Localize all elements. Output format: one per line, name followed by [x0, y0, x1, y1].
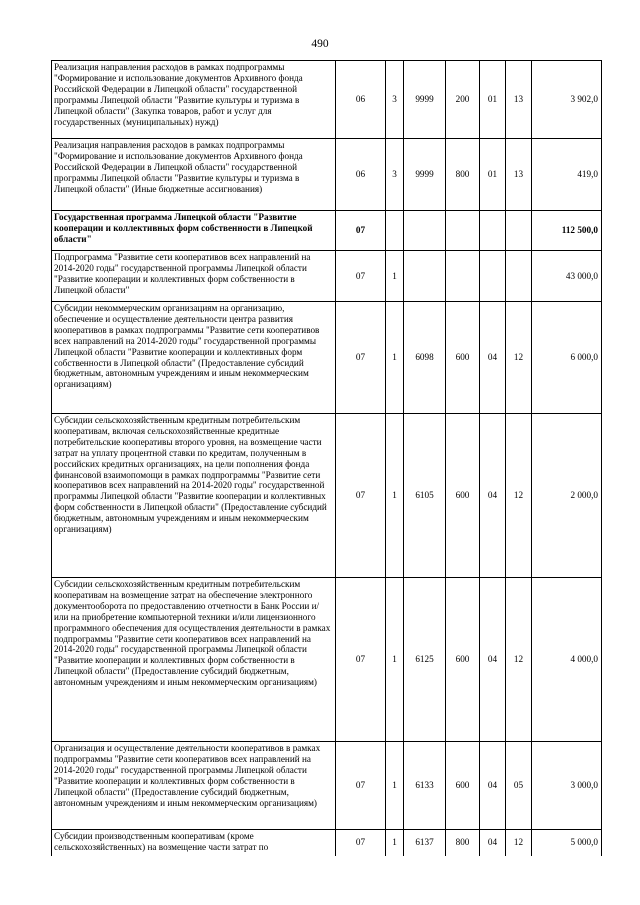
- subprogram-code: 1: [386, 302, 404, 414]
- row-description: Государственная программа Липецкой области "Развитие кооперации и коллективных форм собственности в Липецкой области": [52, 211, 336, 251]
- subsection-code: 12: [506, 414, 532, 578]
- direction-code: 9999: [404, 139, 446, 211]
- amount-value: 4 000,0: [532, 578, 602, 742]
- section-code: 01: [480, 61, 506, 139]
- subprogram-code: 1: [386, 251, 404, 302]
- amount-value: 6 000,0: [532, 302, 602, 414]
- subsection-code: 13: [506, 139, 532, 211]
- row-description: Субсидии сельскохозяйственным кредитным потребительским кооперативам на возмещение затрат на обеспечение электронного документооборота по предоставлению отчетности в Банк России и/или на приобретение компьютерной техники и/или лицензионного программного обеспечения для осуществления деятельности в рамках подпрограммы "Развитие сети кооперативов всех направлений на 2014-2020 годы" государственной программы Липецкой области "Развитие кооперации и коллективных форм собственности в Липецкой области" (Предоставление субсидий бюджетным, автономным учреждениям и иным некоммерческим организациям): [52, 578, 336, 742]
- direction-code: 6137: [404, 830, 446, 856]
- program-code: 07: [336, 578, 386, 742]
- program-code: 07: [336, 211, 386, 251]
- subsection-code: [506, 211, 532, 251]
- subprogram-code: 1: [386, 742, 404, 830]
- amount-value: 112 500,0: [532, 211, 602, 251]
- row-description: Субсидии сельскохозяйственным кредитным потребительским кооперативам, включая сельскохозяйственные кредитные потребительские кооперативы второго уровня, на возмещение части затрат на уплату процентной ставки по кредитам, полученным в российских кредитных организациях, на цели пополнения фонда финансовой взаимопомощи в рамках подпрограммы "Развитие сети кооперативов всех направлений на 2014-2020 годы" государственной программы Липецкой области "Развитие кооперации и коллективных форм собственности в Липецкой области" (Предоставление субсидий бюджетным, автономным учреждениям и иным некоммерческим организациям): [52, 414, 336, 578]
- subprogram-code: 1: [386, 578, 404, 742]
- program-code: 07: [336, 302, 386, 414]
- amount-value: 3 000,0: [532, 742, 602, 830]
- expense-type-code: 600: [446, 302, 480, 414]
- subsection-code: 12: [506, 578, 532, 742]
- expense-type-code: 600: [446, 578, 480, 742]
- expense-type-code: 600: [446, 414, 480, 578]
- subprogram-code: [386, 211, 404, 251]
- subsection-code: 12: [506, 830, 532, 856]
- program-code: 06: [336, 139, 386, 211]
- section-code: 04: [480, 830, 506, 856]
- section-code: 04: [480, 302, 506, 414]
- table-row: [52, 211, 602, 251]
- direction-code: [404, 211, 446, 251]
- row-description: Реализация направления расходов в рамках подпрограммы "Формирование и использование документов Архивного фонда Российской Федерации в Липецкой области" государственной программы Липецкой области "Развитие культуры и туризма в Липецкой области" (Иные бюджетные ассигнования): [52, 139, 336, 211]
- direction-code: 9999: [404, 61, 446, 139]
- amount-value: 43 000,0: [532, 251, 602, 302]
- table-row: [52, 251, 602, 302]
- section-code: [480, 211, 506, 251]
- page-number: 490: [311, 38, 329, 50]
- direction-code: 6098: [404, 302, 446, 414]
- section-code: [480, 251, 506, 302]
- table-row: [52, 414, 602, 578]
- subsection-code: 12: [506, 302, 532, 414]
- direction-code: 6105: [404, 414, 446, 578]
- direction-code: 6125: [404, 578, 446, 742]
- section-code: 04: [480, 578, 506, 742]
- row-description: Реализация направления расходов в рамках подпрограммы "Формирование и использование документов Архивного фонда Российской Федерации в Липецкой области" государственной программы Липецкой области "Развитие культуры и туризма в Липецкой области" (Закупка товаров, работ и услуг для государственных (муниципальных) нужд): [52, 61, 336, 139]
- direction-code: 6133: [404, 742, 446, 830]
- section-code: 01: [480, 139, 506, 211]
- subprogram-code: 3: [386, 139, 404, 211]
- table-row: [52, 578, 602, 742]
- program-code: 07: [336, 251, 386, 302]
- expense-type-code: 200: [446, 61, 480, 139]
- amount-value: 3 902,0: [532, 61, 602, 139]
- expense-type-code: 800: [446, 830, 480, 856]
- table-row: [52, 61, 602, 139]
- section-code: 04: [480, 414, 506, 578]
- expense-type-code: [446, 251, 480, 302]
- direction-code: [404, 251, 446, 302]
- expense-type-code: 800: [446, 139, 480, 211]
- budget-table: [51, 60, 602, 856]
- table-row: [52, 830, 602, 856]
- subsection-code: 05: [506, 742, 532, 830]
- expense-type-code: [446, 211, 480, 251]
- section-code: 04: [480, 742, 506, 830]
- program-code: 06: [336, 61, 386, 139]
- row-description: Подпрограмма "Развитие сети кооперативов всех направлений на 2014-2020 годы" государственной программы Липецкой области "Развитие кооперации и коллективных форм собственности в Липецкой области": [52, 251, 336, 302]
- table-row: [52, 139, 602, 211]
- subprogram-code: 1: [386, 414, 404, 578]
- table-row: [52, 742, 602, 830]
- subprogram-code: 3: [386, 61, 404, 139]
- table-row: [52, 302, 602, 414]
- row-description: Субсидии некоммерческим организациям на организацию, обеспечение и осуществление деятельности центра развития кооперативов в рамках подпрограммы "Развитие сети кооперативов всех направлений на 2014-2020 годы" государственной программы Липецкой области "Развитие кооперации и коллективных форм собственности в Липецкой области" (Предоставление субсидий бюджетным, автономным учреждениям и иным некоммерческим организациям): [52, 302, 336, 414]
- expense-type-code: 600: [446, 742, 480, 830]
- program-code: 07: [336, 742, 386, 830]
- program-code: 07: [336, 830, 386, 856]
- row-description: Субсидии производственным кооперативам (кроме сельскохозяйственных) на возмещение части затрат по: [52, 830, 336, 856]
- subprogram-code: 1: [386, 830, 404, 856]
- amount-value: 5 000,0: [532, 830, 602, 856]
- subsection-code: [506, 251, 532, 302]
- row-description: Организация и осуществление деятельности кооперативов в рамках подпрограммы "Развитие сети кооперативов всех направлений на 2014-2020 годы" государственной программы Липецкой области "Развитие кооперации и коллективных форм собственности в Липецкой области" (Предоставление субсидий бюджетным, автономным учреждениям и иным некоммерческим организациям): [52, 742, 336, 830]
- amount-value: 419,0: [532, 139, 602, 211]
- subsection-code: 13: [506, 61, 532, 139]
- amount-value: 2 000,0: [532, 414, 602, 578]
- program-code: 07: [336, 414, 386, 578]
